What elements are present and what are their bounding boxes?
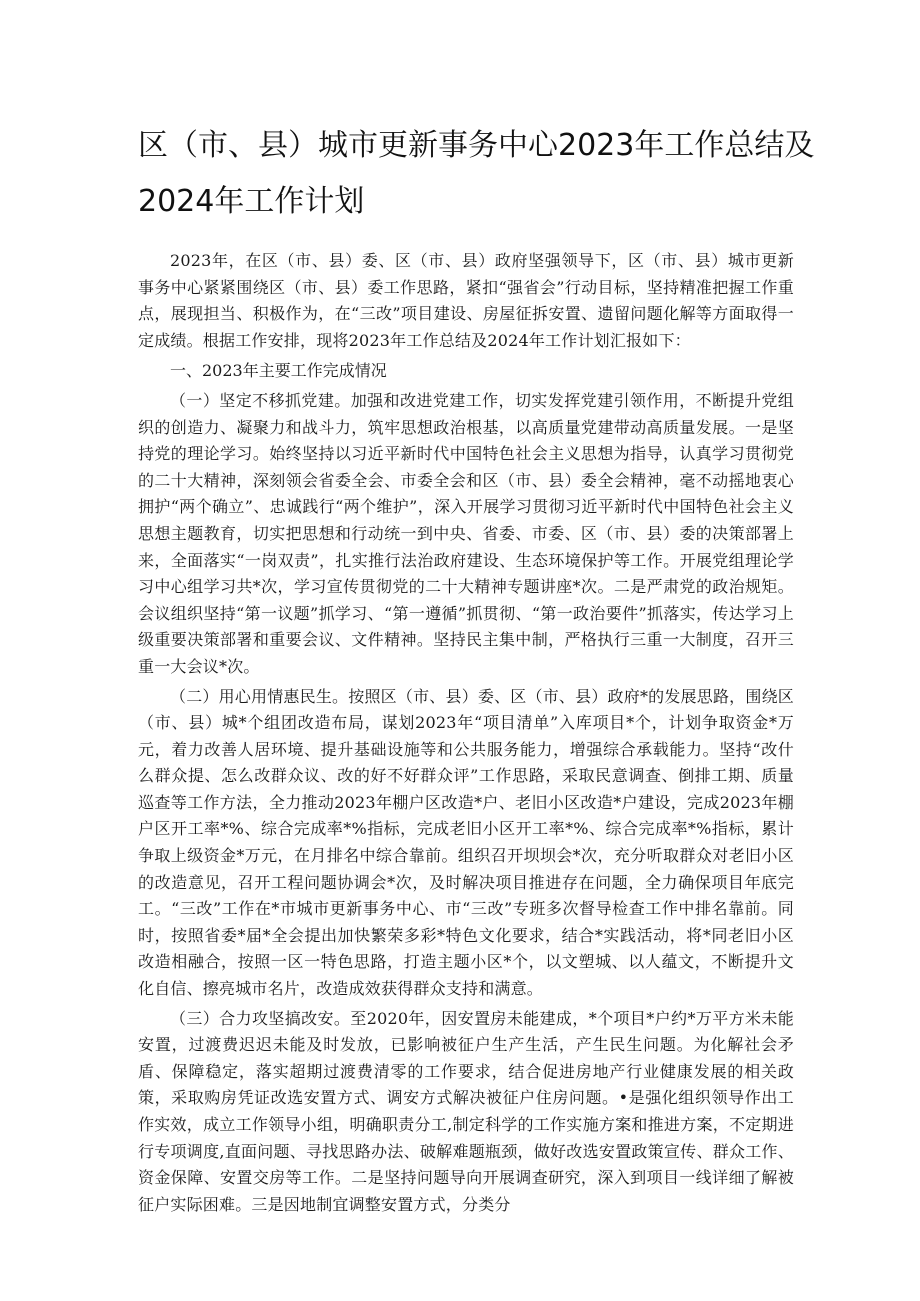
- document-page: [138, 118, 815, 1221]
- paragraph-resettlement: （三）合力攻坚搞改安。至2020年，因安置房未能建成，*个项目*户约*万平方米未能安置，过渡费迟迟未能及时发放，已影响被征户生产生活，产生民生问题。为化解社会矛盾、保障稳定，落实超期过渡费清零的工作要求，结合促进房地产行业健康发展的相关政策，采取购房凭证改选安置方式、调安方式解决被征户住房问题。•是强化组织领导作出工作实效，成立工作领导小组，明确职责分工,制定科学的工作实施方案和推进方案，不定期进行专项调度,直面问题、寻找思路办法、破解难题瓶颈，做好改选安置政策宣传、群众工作、资金保障、安置交房等工作。二是坚持问题导向开展调查研究，深入到项目一线详细了解被征户实际困难。三是因地制宜调整安置方式，分类分: [138, 1008, 794, 1214]
- title-line-1: 区（市、县）城市更新事务中心2023年工作总结及: [138, 128, 815, 163]
- document-title: [138, 118, 815, 230]
- paragraph-livelihood: （二）用心用情惠民生。按照区（市、县）委、区（市、县）政府*的发展思路，围绕区（市、县）城*个组团改造布局，谋划2023年“项目清单”入库项目*个，计划争取资金*万元，着力改善人居环境、提升基础设施等和公共服务能力，增强综合承载能力。坚持“改什么群众提、怎么改群众议、改的好不好群众评”工作思路，采取民意调查、倒排工期、质量巡查等工作方法，全力推动2023年棚户区改造*户、老旧小区改造*户建设，完成2023年棚户区开工率*%、综合完成率*%指标，完成老旧小区开工率*%、综合完成率*%指标，累计争取上级资金*万元，在月排名中综合靠前。组织召开坝坝会*次，充分听取群众对老旧小区的改造意见，召开工程问题协调会*次，及时解决项目推进存在问题，全力确保项目年底完工。“三改”工作在*市城市更新事务中心、市“三改”专班多次督导检查工作中排名靠前。同时，按照省委*届*全会提出加快繁荣多彩*特色文化要求，结合*实践活动，将*同老旧小区改造相融合，按照一区一特色思路，打造主题小区*个，以文塑城、以人蕴文，不断提升文化自信、擦亮城市名片，改造成效获得群众支持和满意。: [138, 686, 794, 999]
- intro-paragraph: 2023年，在区（市、县）委、区（市、县）政府坚强领导下，区（市、县）城市更新事务中心紧紧围绕区（市、县）委工作思路，紧扣“强省会”行动目标，坚持精准把握工作重点，展现担当、积极作为，在“三改”项目建设、房屋征拆安置、遗留问题化解等方面取得一定成绩。根据工作安排，现将2023年工作总结及2024年工作计划汇报如下：: [138, 251, 794, 350]
- title-line-2: 2024年工作计划: [138, 184, 365, 219]
- paragraph-party-building: （一）坚定不移抓党建。加强和改进党建工作，切实发挥党建引领作用，不断提升党组织的创造力、凝聚力和战斗力，筑牢思想政治根基，以高质量党建带动高质量发展。一是坚持党的理论学习。始终坚持以习近平新时代中国特色社会主义思想为指导，认真学习贯彻党的二十大精神，深刻领会省委全会、市委全会和区（市、县）委全会精神，毫不动摇地衷心拥护“两个确立”、忠诚践行“两个维护”，深入开展学习贯彻习近平新时代中国特色社会主义思想主题教育，切实把思想和行动统一到中央、省委、市委、区（市、县）委的决策部署上来，全面落实“一岗双责”，扎实推行法治政府建设、生态环境保护等工作。开展党组理论学习中心组学习共*次，学习宣传贯彻党的二十大精神专题讲座*次。二是严肃党的政治规矩。会议组织坚持“第一议题”抓学习、“第一遵循”抓贯彻、“第一政治要件”抓落实，传达学习上级重要决策部署和重要会议、文件精神。坚持民主集中制，严格执行三重一大制度，召开三重一大会议*次。: [138, 390, 794, 676]
- section-heading-1: 一、2023年主要工作完成情况: [170, 361, 387, 381]
